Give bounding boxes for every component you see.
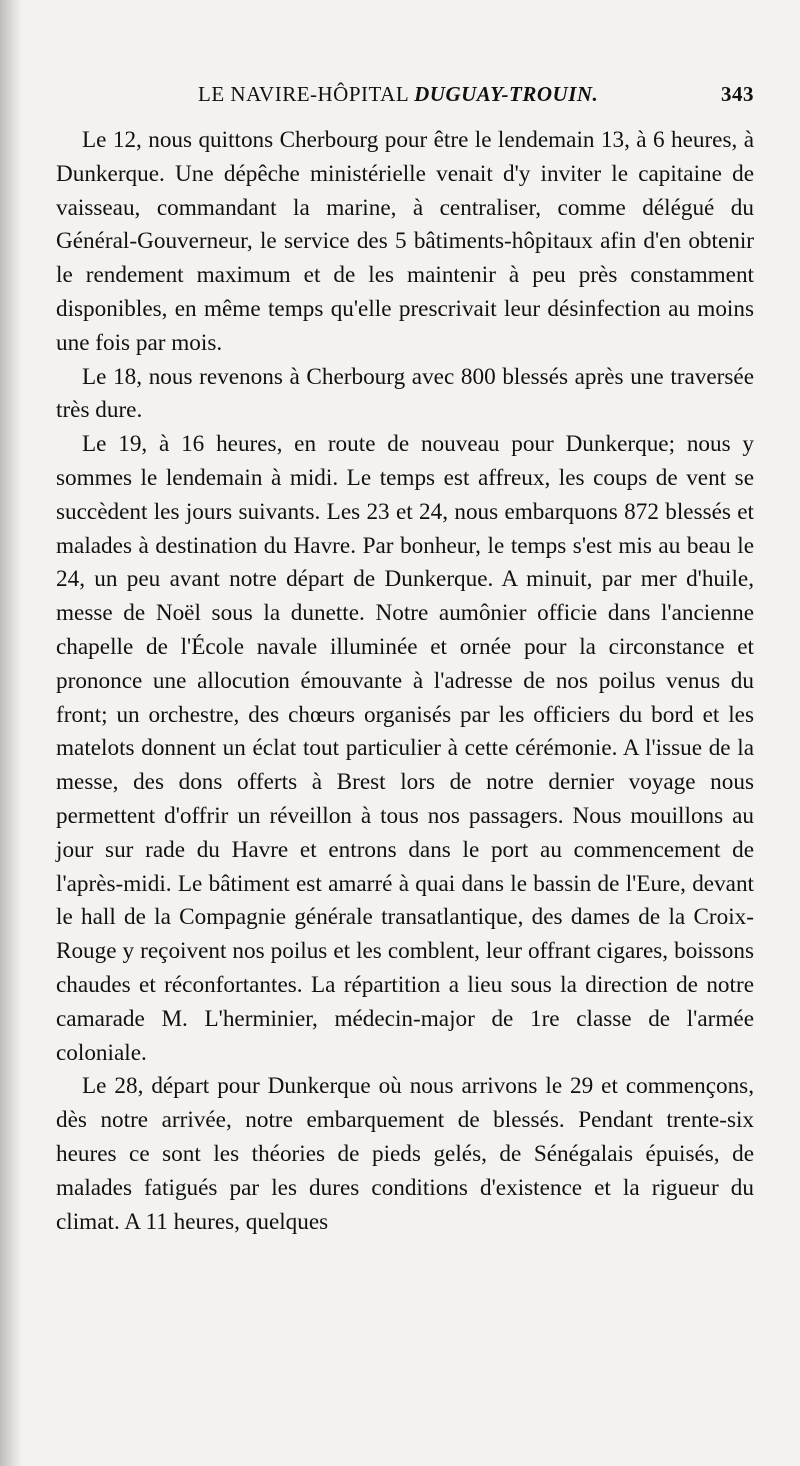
paragraph-3: Le 19, à 16 heures, en route de nouveau pour Dunkerque; nous y sommes le lendemain à midi. Le temps est affreux, les coups de vent se succèdent les jours suivants. Les 23 et 24, nous embarquons 872 blessés et malades à destination du Havre. Par bonheur, le temps s'est mis au beau le 24, un peu avant notre départ de Dunkerque. A minuit, par mer d'huile, messe de Noël sous la dunette. Notre aumônier officie dans l'ancienne chapelle de l'École navale illuminée et ornée pour la circonstance et prononce une allocution émouvante à l'adresse de nos poilus venus du front; un orchestre, des chœurs organisés par les officiers du bord et les matelots donnent un éclat tout particulier à cette cérémonie. A l'issue de la messe, des dons offerts à Brest lors de notre dernier voyage nous permettent d'offrir un réveillon à tous nos passagers. Nous mouillons au jour sur rade du Havre et entrons dans le port au commencement de l'après-midi. Le bâtiment est amarré à quai dans le bassin de l'Eure, devant le hall de la Compagnie générale transatlantique, des dames de la Croix-Rouge y reçoivent nos poilus et les comblent, leur offrant cigares, boissons chaudes et réconfortantes. La répartition a lieu sous la direction de notre camarade M. L'herminier, médecin-major de 1re classe de l'armée coloniale. — [56, 431, 754, 1066]
page-number: 343 — [721, 82, 754, 106]
paragraph-4: Le 28, départ pour Dunkerque où nous arrivons le 29 et commençons, dès notre arrivée, notre embarquement de blessés. Pendant trente-six heures ce sont les théories de pieds gelés, de Sénégalais épuisés, de malades fatigués par les dures conditions d'existence et la rigueur du climat. A 11 heures, quelques — [56, 1073, 754, 1235]
running-title-prefix: LE NAVIRE-HÔPITAL — [198, 82, 409, 106]
paragraph-1: Le 12, nous quittons Cherbourg pour être le lendemain 13, à 6 heures, à Dunkerque. Une dépêche ministérielle venait d'y inviter le capitaine de vaisseau, commandant la marine, à centraliser, comme délégué du Général-Gouverneur, le service des 5 bâtiments-hôpitaux afin d'en obtenir le rendement maximum et de les maintenir à peu près constamment disponibles, en même temps qu'elle prescrivait leur désinfection au moins une fois par mois. — [56, 127, 754, 356]
running-title — [198, 82, 598, 107]
scan-edge — [0, 0, 22, 1466]
running-title-ship: DUGUAY-TROUIN. — [414, 82, 599, 106]
paragraph-2: Le 18, nous revenons à Cherbourg avec 800 blessés après une traversée très dure. — [56, 363, 754, 424]
body-text — [56, 124, 754, 1239]
running-header — [170, 82, 754, 112]
